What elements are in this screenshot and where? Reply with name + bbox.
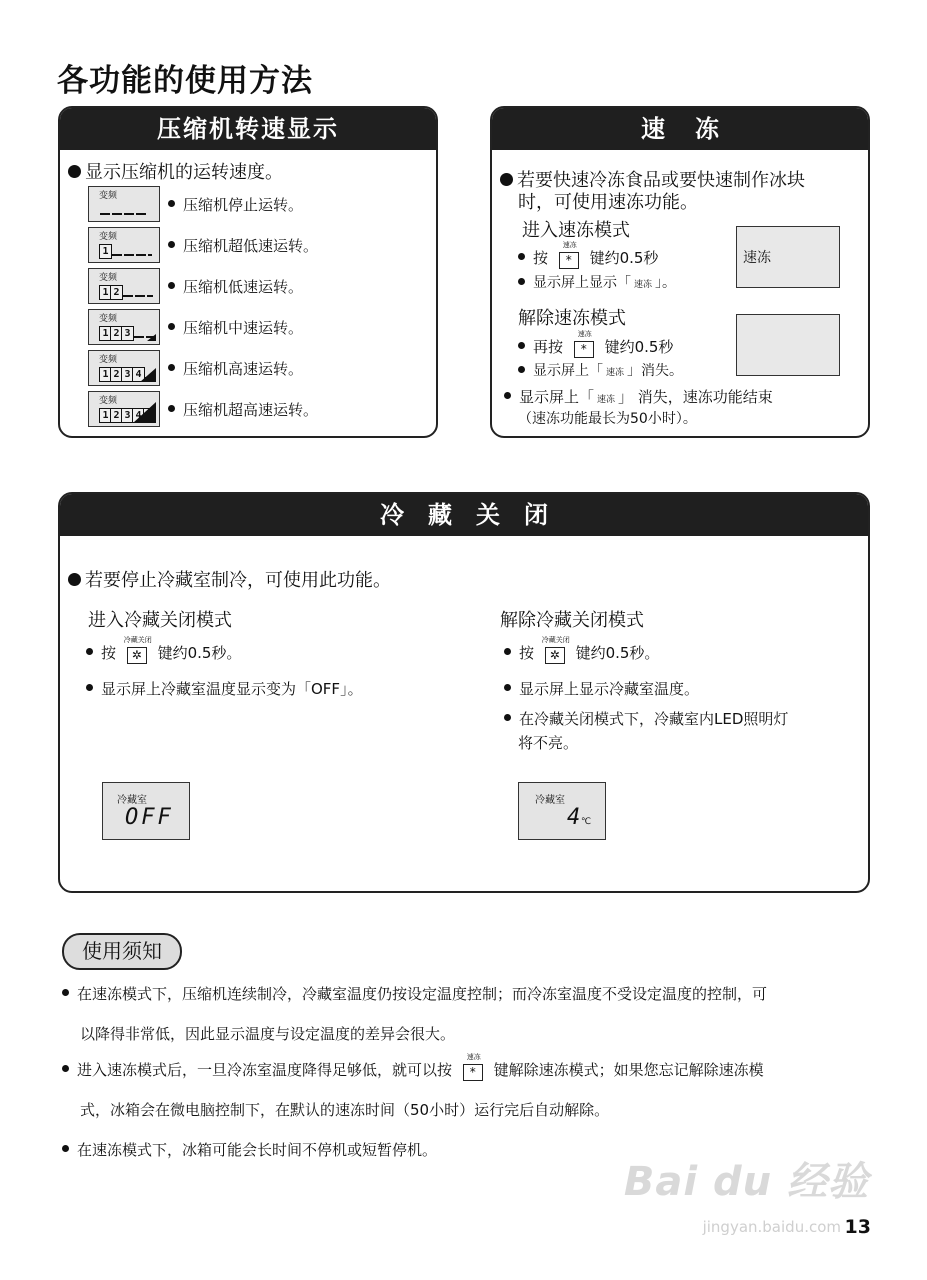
enter-quick-freeze-display: 显示屏上显示「 速冻 」。 (518, 272, 676, 292)
lcd-label: 变频 (99, 273, 118, 283)
bullet-icon (500, 173, 513, 186)
page-title: 各功能的使用方法 (57, 63, 313, 99)
lcd-digit: 2 (110, 367, 123, 382)
bullet-icon (504, 684, 511, 691)
baidu-watermark: Bai du 经验 (623, 1159, 869, 1205)
lcd-digit: 4 (132, 408, 145, 423)
lcd-dashes (112, 254, 152, 256)
bullet-icon (62, 1145, 69, 1152)
bullet-icon (168, 364, 175, 371)
quick-freeze-header: 速冻 (492, 108, 868, 150)
fridge-off-key-icon: 冷藏关闭 ✲ (123, 636, 152, 662)
bullet-icon (68, 165, 81, 178)
compressor-speed-text: 压缩机中速运转。 (168, 317, 303, 338)
exit-quick-freeze-title: 解除速冻模式 (518, 308, 626, 329)
quick-freeze-key-icon: 速冻 * (559, 252, 579, 269)
lcd-label: 变频 (99, 314, 118, 324)
quick-freeze-end-note: 显示屏上「 速冻 」 消失，速冻功能结束 (504, 386, 773, 407)
enter-quick-freeze-title: 进入速冻模式 (522, 220, 630, 241)
notes-title: 使用须知 (62, 933, 182, 970)
speed-ramp-icon (140, 368, 156, 382)
lcd-digit: 2 (110, 408, 123, 423)
lcd-digit: 1 (99, 285, 112, 300)
lcd-digit: 4 (132, 367, 145, 382)
bullet-icon (168, 200, 175, 207)
compressor-header: 压缩机转速显示 (60, 108, 436, 150)
compressor-speed-text: 压缩机超低速运转。 (168, 235, 318, 256)
compressor-speed-text: 压缩机高速运转。 (168, 358, 303, 379)
compressor-lcd (88, 268, 160, 304)
lcd-digit: 5 (143, 408, 156, 423)
speed-ramp-icon (133, 402, 156, 423)
enter-fridge-off-display: 显示屏上冷藏室温度显示变为「OFF」。 (86, 678, 363, 699)
fridge-off-intro: 若要停止冷藏室制冷，可使用此功能。 (68, 566, 391, 592)
enter-fridge-off-title: 进入冷藏关闭模式 (88, 610, 232, 631)
quick-freeze-key-icon: 速冻 * (463, 1064, 483, 1081)
bullet-icon (62, 1065, 69, 1072)
fridge-off-key-icon: 冷藏关闭 ✲ (541, 636, 570, 662)
compressor-panel (58, 106, 438, 438)
speed-ramp-icon (147, 334, 156, 341)
fridge-off-header: 冷藏关闭 (60, 494, 868, 536)
bullet-icon (504, 714, 511, 721)
exit-fridge-off-display: 显示屏上显示冷藏室温度。 (504, 678, 699, 699)
quick-freeze-lcd-off (736, 314, 840, 376)
lcd-digit: 1 (99, 244, 112, 259)
fridge-lcd-temp: 冷藏室 4 ℃ (518, 782, 606, 840)
lcd-dashes (100, 213, 146, 215)
fridge-off-panel (58, 492, 870, 893)
quick-freeze-key-icon: 速冻 * (574, 341, 594, 358)
lcd-label: 变频 (99, 232, 118, 242)
enter-fridge-off-press: 按 冷藏关闭 ✲ 键约0.5秒。 (86, 642, 241, 663)
quick-freeze-intro: 若要快速冷冻食品或要快速制作冰块 (500, 166, 805, 192)
quick-freeze-max-note: （速冻功能最长为50小时）。 (518, 411, 697, 427)
quick-freeze-panel (490, 106, 870, 438)
compressor-speed-text: 压缩机停止运转。 (168, 194, 303, 215)
exit-fridge-off-led-2: 将不亮。 (518, 734, 579, 752)
bullet-icon (86, 684, 93, 691)
lcd-digit: 1 (99, 326, 112, 341)
bullet-icon (518, 278, 525, 285)
bullet-icon (168, 405, 175, 412)
lcd-digit: 3 (121, 408, 134, 423)
bullet-icon (86, 648, 93, 655)
lcd-label: 变频 (99, 396, 118, 406)
note-item: 在速冻模式下，压缩机连续制冷，冷藏室温度仍按设定温度控制；而冷冻室温度不受设定温度的控制，可 以降得非常低，因此显示温度与设定温度的差异会很大。 (62, 974, 872, 1054)
compressor-lcd (88, 391, 160, 427)
bullet-icon (62, 989, 69, 996)
compressor-lcd (88, 309, 160, 345)
exit-fridge-off-led: 在冷藏关闭模式下，冷藏室内LED照明灯 (504, 708, 788, 729)
fridge-lcd-off: 冷藏室 OFF (102, 782, 190, 840)
bullet-icon (518, 366, 525, 373)
compressor-intro: 显示压缩机的运转速度。 (68, 158, 283, 184)
compressor-lcd (88, 350, 160, 386)
bullet-icon (168, 282, 175, 289)
note-item: 在速冻模式下，冰箱可能会长时间不停机或短暂停机。 (62, 1130, 872, 1170)
bullet-icon (518, 342, 525, 349)
watermark-url: jingyan.baidu.com (702, 1218, 841, 1236)
exit-fridge-off-press: 按 冷藏关闭 ✲ 键约0.5秒。 (504, 642, 659, 663)
bullet-icon (168, 323, 175, 330)
compressor-lcd (88, 186, 160, 222)
lcd-digit: 2 (110, 326, 123, 341)
lcd-digit: 1 (99, 408, 112, 423)
lcd-dashes (123, 295, 153, 297)
exit-fridge-off-title: 解除冷藏关闭模式 (500, 610, 644, 631)
enter-quick-freeze-press: 按 速冻 * 键约0.5秒 (518, 247, 658, 268)
lcd-digit: 1 (99, 367, 112, 382)
note-item: 进入速冻模式后，一旦冷冻室温度降得足够低，就可以按 速冻 * 键解除速冻模式；如果您忘记解除速冻模 式，冰箱会在微电脑控制下，在默认的速冻时间（50小时）运行完后自动解除。 (62, 1050, 872, 1130)
lcd-digit: 3 (121, 326, 134, 341)
quick-freeze-lcd-on: 速冻 (736, 226, 840, 288)
lcd-label: 变频 (99, 355, 118, 365)
bullet-icon (168, 241, 175, 248)
page-number: 13 (844, 1216, 871, 1238)
lcd-digit: 2 (110, 285, 123, 300)
lcd-label: 变频 (99, 191, 118, 201)
lcd-digit: 3 (121, 367, 134, 382)
exit-quick-freeze-press: 再按 速冻 * 键约0.5秒 (518, 336, 673, 357)
bullet-icon (518, 253, 525, 260)
compressor-speed-text: 压缩机低速运转。 (168, 276, 303, 297)
bullet-icon (68, 573, 81, 586)
exit-quick-freeze-display: 显示屏上「 速冻 」消失。 (518, 360, 683, 380)
compressor-speed-text: 压缩机超高速运转。 (168, 399, 318, 420)
bullet-icon (504, 392, 511, 399)
bullet-icon (504, 648, 511, 655)
compressor-lcd (88, 227, 160, 263)
quick-freeze-intro-2: 时，可使用速冻功能。 (518, 192, 698, 213)
